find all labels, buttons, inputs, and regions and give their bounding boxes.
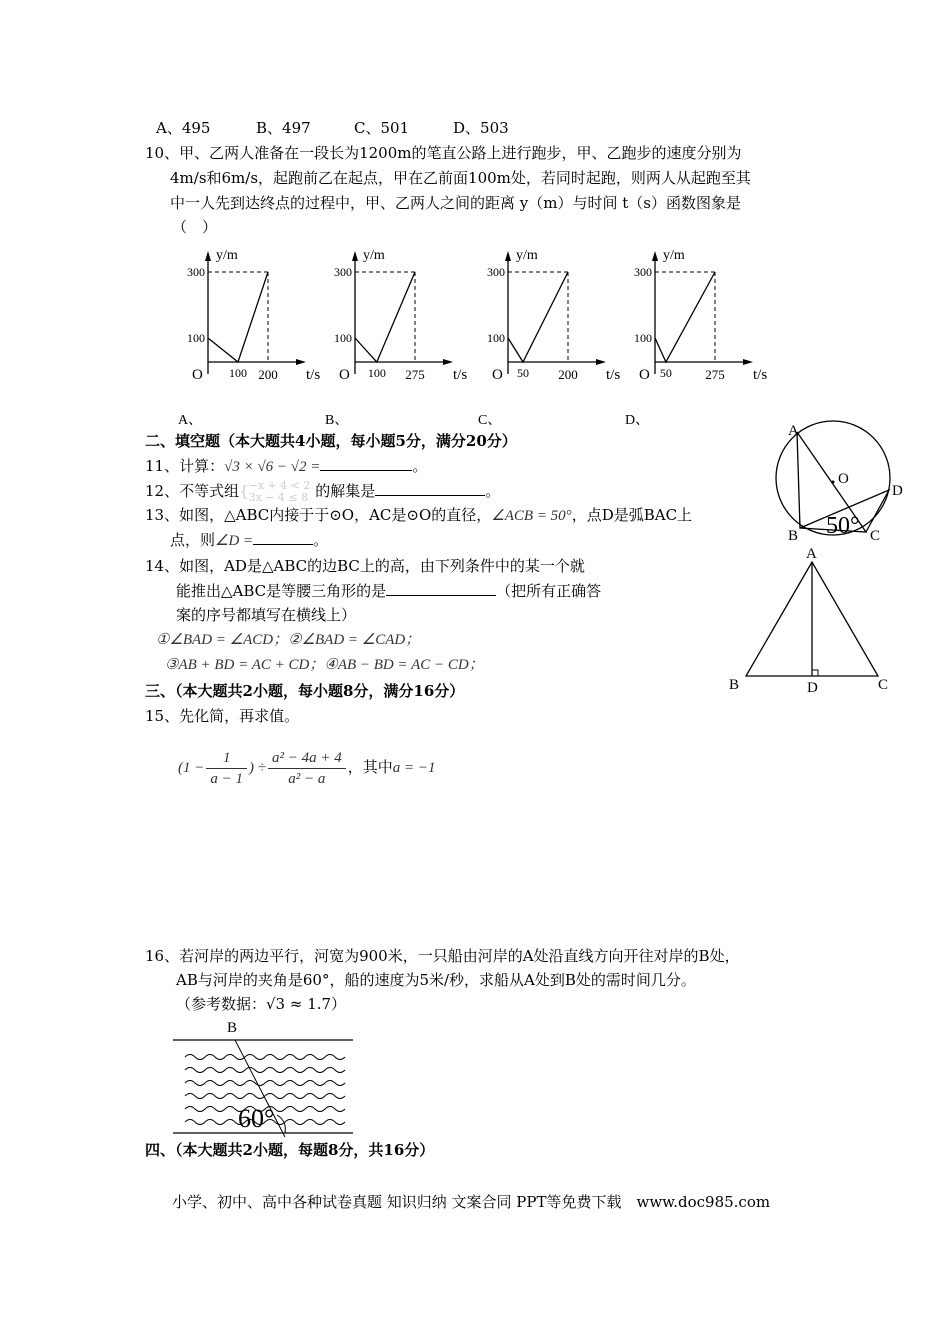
y-tick: 300 xyxy=(334,265,352,279)
q14-text: （把所有正确答 xyxy=(496,582,602,600)
graph-c xyxy=(478,245,628,425)
x-axis-arrow xyxy=(743,359,753,365)
y-label: y/m xyxy=(516,248,538,263)
y-axis-arrow xyxy=(505,251,511,261)
y-axis-arrow xyxy=(652,251,658,261)
origin-label: O xyxy=(339,367,350,383)
label-c: C xyxy=(870,528,881,544)
q14-line: 14、如图，AD是△ABC的边BC上的高，由下列条件中的某一个就 xyxy=(145,557,585,575)
q9-option-d: D、503 xyxy=(453,119,509,137)
y-label: y/m xyxy=(363,248,385,263)
x-tick: 275 xyxy=(405,367,425,382)
river-figure xyxy=(165,1015,365,1137)
brace: { xyxy=(239,482,249,500)
origin-label: O xyxy=(192,367,203,383)
x-axis-arrow xyxy=(596,359,606,365)
function-line xyxy=(655,272,715,362)
denominator: a² − a xyxy=(288,770,326,787)
q13-text: 点，则 xyxy=(170,531,216,549)
label-angle: 60° xyxy=(238,1104,275,1133)
q9-option-c: C、501 xyxy=(354,119,410,137)
graph-a xyxy=(178,245,328,425)
label-angle: 50° xyxy=(826,513,860,539)
q15-title: 15、先化简，再求值。 xyxy=(145,707,300,725)
q11-prefix: 11、计算： xyxy=(145,457,225,475)
label-d: D xyxy=(807,680,818,695)
q14-text: 能推出△ABC是等腰三角形的是 xyxy=(176,582,387,600)
wave xyxy=(185,1081,345,1086)
section-4-title: 四、（本大题共2小题，每题8分，共16分） xyxy=(145,1141,435,1159)
q16-line: 16、若河岸的两边平行，河宽为900米，一只船由河岸的A处沿直线方向开往对岸的B处， xyxy=(145,947,740,965)
q13-text: 13、如图，△ABC内接于于⊙O，AC是⊙O的直径， xyxy=(145,506,492,524)
x-label: t/s xyxy=(453,367,468,383)
q9-option-b: B、497 xyxy=(256,119,311,137)
q12-prefix: 12、不等式组 xyxy=(145,482,240,500)
x-axis-arrow xyxy=(296,359,306,365)
function-line xyxy=(208,272,268,362)
q13-line1 xyxy=(145,505,692,526)
answer-blank xyxy=(253,530,313,545)
label-a: A xyxy=(788,423,799,439)
q13-line2 xyxy=(170,530,328,551)
divide: ) ÷ xyxy=(249,760,266,776)
q10-line: （ ） xyxy=(172,218,218,236)
option-label: B、 xyxy=(325,413,349,425)
denominator: a − 1 xyxy=(210,770,243,787)
answer-blank xyxy=(320,456,412,471)
fraction-2 xyxy=(268,748,346,789)
y-label: y/m xyxy=(663,248,685,263)
answer-blank xyxy=(375,481,485,496)
answer-blank xyxy=(386,581,496,596)
origin-label: O xyxy=(492,367,503,383)
x-tick: 50 xyxy=(659,366,672,380)
q13-expr: ∠D = xyxy=(215,533,254,549)
y-axis-arrow xyxy=(205,251,211,261)
footer: 小学、初中、高中各种试卷真题 知识归纳 文案合同 PPT等免费下载 www.doc985.com xyxy=(172,1193,771,1211)
numerator: a² − 4a + 4 xyxy=(268,748,346,769)
x-tick: 275 xyxy=(705,367,725,382)
option-label: A、 xyxy=(178,413,203,425)
label-b: B xyxy=(729,677,740,693)
paren-open: (1 − xyxy=(178,760,205,776)
label-b: B xyxy=(788,528,799,544)
graph-d xyxy=(625,245,775,425)
wave xyxy=(185,1055,345,1060)
x-label: t/s xyxy=(753,367,768,383)
x-tick: 200 xyxy=(258,367,278,382)
q16-line: AB与河岸的夹角是60°，船的速度为5米/秒，求船从A处到B处的需时间几分。 xyxy=(176,971,696,989)
q15-expression xyxy=(178,745,436,790)
where-text: ，其中 xyxy=(347,758,393,776)
q9-option-a: A、495 xyxy=(156,119,211,137)
y-tick: 300 xyxy=(487,265,505,279)
graph-b xyxy=(325,245,475,425)
x-axis-arrow xyxy=(443,359,453,365)
wave xyxy=(185,1068,345,1073)
y-tick: 100 xyxy=(634,331,652,345)
q14-options-2: ③AB + BD = AC + CD；④AB − BD = AC − CD； xyxy=(165,657,484,673)
x-tick: 50 xyxy=(517,366,529,380)
label-b: B xyxy=(227,1020,238,1036)
x-tick: 100 xyxy=(367,366,386,380)
q11 xyxy=(145,456,427,477)
q11-expression: √3 × √6 − √2 = xyxy=(224,459,321,475)
right-angle-mark xyxy=(812,670,818,676)
fraction-1 xyxy=(206,748,247,789)
x-label: t/s xyxy=(306,367,321,383)
origin-label: O xyxy=(639,367,650,383)
q12 xyxy=(145,480,500,504)
center-point xyxy=(832,481,835,484)
label-c: C xyxy=(878,677,889,693)
option-label: C、 xyxy=(478,413,502,425)
y-axis-arrow xyxy=(352,251,358,261)
q14-line: 案的序号都填写在横线上） xyxy=(176,606,357,624)
option-label: D、 xyxy=(625,413,650,425)
q14-options-1: ①∠BAD = ∠ACD；②∠BAD = ∠CAD； xyxy=(156,632,421,648)
numerator: 1 xyxy=(206,748,247,769)
label-o: O xyxy=(838,471,849,487)
value: a = −1 xyxy=(392,760,436,776)
q10-line: 4m/s和6m/s，起跑前乙在起点，甲在乙前面100m处，若同时起跑，则两人从起跑至其 xyxy=(170,169,751,187)
triangle-figure xyxy=(725,540,895,695)
function-line xyxy=(508,272,568,362)
q11-suffix: 。 xyxy=(412,457,428,475)
section-2-title: 二、填空题（本大题共4小题，每小题5分，满分20分） xyxy=(145,432,517,450)
inequality-system xyxy=(249,480,311,504)
y-tick: 300 xyxy=(187,265,205,279)
x-tick: 100 xyxy=(229,366,247,380)
y-tick: 100 xyxy=(487,331,505,345)
inequality-2: 3x − 4 ≤ 8 xyxy=(248,491,309,504)
q12-end: 。 xyxy=(485,482,501,500)
q10-line: 中一人先到达终点的过程中，甲、乙两人之间的距离 y（m）与时间 t（s）函数图象是 xyxy=(170,194,741,212)
y-tick: 100 xyxy=(187,331,205,345)
circle-figure xyxy=(760,415,950,545)
label-a: A xyxy=(806,546,817,562)
q16-ref: （参考数据：√3 ≈ 1.7） xyxy=(176,995,347,1013)
q12-suffix: 的解集是 xyxy=(315,482,376,500)
x-label: t/s xyxy=(606,367,621,383)
y-label: y/m xyxy=(216,248,238,263)
function-line xyxy=(355,272,415,362)
y-tick: 300 xyxy=(634,265,652,279)
q13-end: 。 xyxy=(313,531,329,549)
label-d: D xyxy=(892,483,903,499)
inequality-1: −x + 4 < 2 xyxy=(248,479,311,492)
q13-angle: ∠ACB = 50° xyxy=(491,508,572,524)
q10-line: 10、甲、乙两人准备在一段长为1200m的笔直公路上进行跑步，甲、乙跑步的速度分别为 xyxy=(145,144,742,162)
section-3-title: 三、（本大题共2小题，每小题8分，满分16分） xyxy=(145,682,465,700)
x-tick: 200 xyxy=(558,367,578,382)
q13-text: ，点D是弧BAC上 xyxy=(571,506,693,524)
q14-line2 xyxy=(176,581,601,601)
y-tick: 100 xyxy=(334,331,352,345)
